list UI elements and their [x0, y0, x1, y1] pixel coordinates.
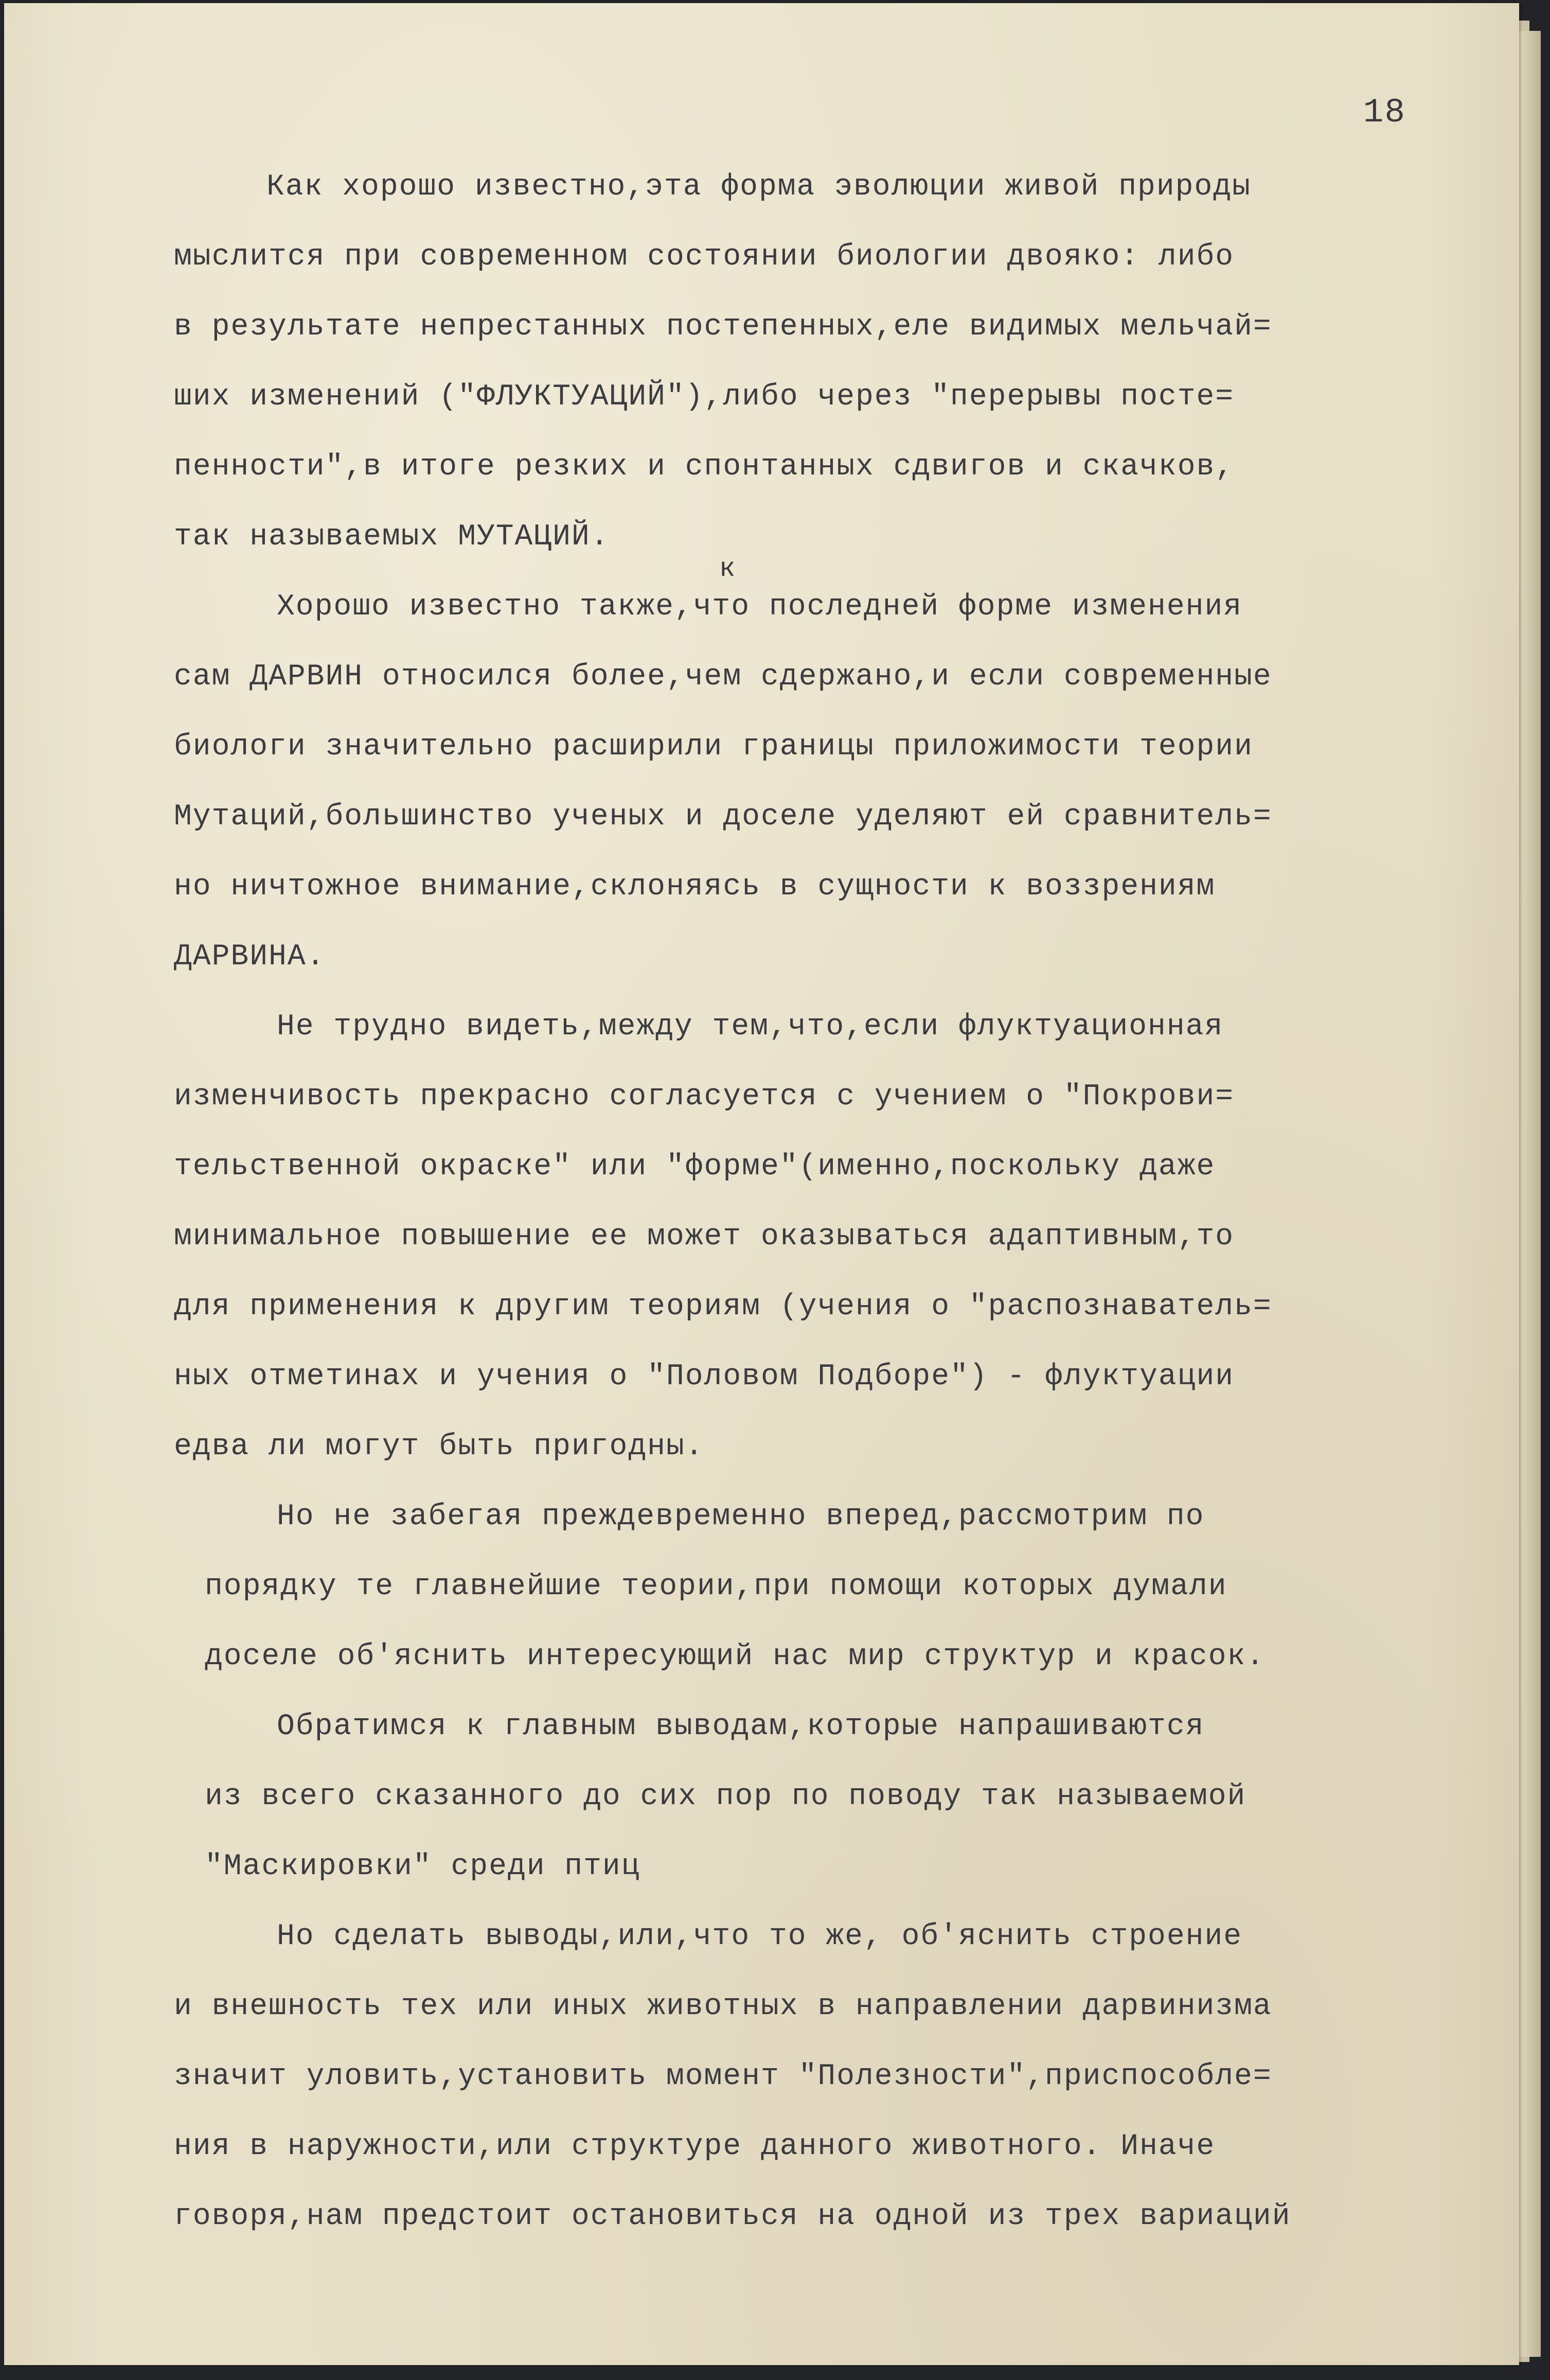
typewritten-page — [4, 3, 1519, 2365]
text-line: минимальное повышение ее может оказываться адаптивным,то — [174, 1220, 1235, 1254]
text-line: говоря,нам предстоит остановиться на одной из трех вариаций — [174, 2200, 1291, 2233]
text-line: ния в наружности,или структуре данного животного. Иначе — [174, 2130, 1216, 2163]
text-line: для применения к другим теориям (учения о "распознаватель= — [174, 1290, 1272, 1324]
text-body — [174, 152, 1491, 2252]
text-line: ших изменений ("ФЛУКТУАЦИЙ"),либо через "перерывы посте= — [174, 380, 1235, 414]
text-line: значит уловить,установить момент "Полезности",приспособле= — [174, 2060, 1272, 2093]
text-line: "Маскировки" среди птиц — [205, 1850, 640, 1883]
text-line: Мутаций,большинство ученых и доселе уделяют ей сравнитель= — [174, 800, 1272, 834]
text-line: Хорошо известно также,что последней форме изменения — [277, 590, 1243, 624]
text-line: из всего сказанного до сих пор по поводу так называемой — [205, 1780, 1246, 1813]
text-line: Не трудно видеть,между тем,что,если флуктуационная — [277, 1010, 1224, 1044]
text-line: едва ли могут быть пригодны. — [174, 1430, 704, 1464]
text-line: ных отметинах и учения о "Половом Подборе") - флуктуации — [174, 1360, 1235, 1394]
text-line: в результате непрестанных постепенных,еле видимых мельчай= — [174, 310, 1272, 344]
text-line: так называемых МУТАЦИЙ. — [174, 520, 610, 554]
text-line: Обратимся к главным выводам,которые напрашиваются — [277, 1710, 1205, 1743]
text-line: доселе об'яснить интересующий нас мир структур и красок. — [205, 1640, 1266, 1673]
text-line: Как хорошо известно,эта форма эволюции живой природы — [266, 170, 1251, 204]
text-line: биологи значительно расширили границы приложимости теории — [174, 730, 1253, 764]
text-line: Но сделать выводы,или,что то же, об'яснить строение — [277, 1920, 1243, 1953]
text-line: изменчивость прекрасно согласуется с учением о "Покрови= — [174, 1080, 1235, 1114]
text-line: тельственной окраске" или "форме"(именно,поскольку даже — [174, 1150, 1216, 1184]
interlinear-insertion: к — [719, 554, 736, 584]
text-line: пенности",в итоге резких и спонтанных сдвигов и скачков, — [174, 450, 1235, 484]
page-number: 18 — [1363, 93, 1406, 132]
text-line: порядку те главнейшие теории,при помощи которых думали — [205, 1570, 1227, 1603]
text-line: мыслится при современном состоянии биологии двояко: либо — [174, 240, 1235, 274]
text-line: Но не забегая преждевременно вперед,рассмотрим по — [277, 1500, 1205, 1533]
text-line: ДАРВИНА. — [174, 940, 326, 974]
text-line: но ничтожное внимание,склоняясь в сущности к воззрениям — [174, 870, 1216, 904]
text-line: сам ДАРВИН относился более,чем сдержано,и если современные — [174, 660, 1272, 694]
text-line: и внешность тех или иных животных в направлении дарвинизма — [174, 1990, 1272, 2023]
